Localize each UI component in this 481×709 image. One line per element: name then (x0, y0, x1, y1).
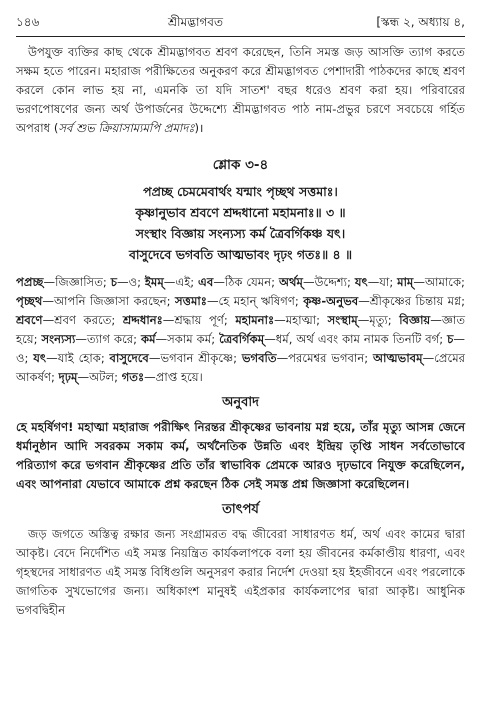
book-title: শ্রীমদ্ভাগবত (167, 15, 223, 29)
synonym-word: গতঃ (121, 370, 145, 384)
synonym-meaning: —হে মহান্ ঋষিগণ; (206, 294, 304, 308)
synonym-meaning: —উদ্দেশ্য; (302, 275, 355, 289)
synonym-meaning: —ও; (116, 275, 145, 289)
synonym-meaning: —মহাত্মা; (274, 313, 328, 327)
synonym-word: আত্মভাবম্ (372, 351, 423, 365)
synonym-meaning: —ত্যাগ করে; (75, 332, 141, 346)
synonym-word: যৎ (33, 351, 47, 365)
header-rule (16, 36, 465, 37)
synonym-meaning: —ভগবান শ্রীকৃষ্ণে; (148, 351, 242, 365)
verse-line: কৃষ্ণানুভাব শ্রবণে শ্রদ্দধানো মহামনাঃ॥ ৩ ॥ (135, 205, 346, 220)
synonym-word: ত্রৈবর্গিকম্ (219, 332, 265, 346)
synonym-meaning: —অটল; (77, 370, 122, 384)
translation-title: অনুবাদ (222, 395, 259, 410)
page-number: ১৪৬ (16, 15, 40, 29)
synonym-word: মাম্ (397, 275, 414, 289)
synonym-word: কৃষ্ণ-অনুভব (303, 294, 359, 308)
synonym-word: চ (110, 275, 117, 289)
synonym-word: দৃঢ়ম্ (58, 370, 78, 384)
synonym-meaning: —ধর্ম, অর্থ এবং কাম নামক তিনটি বর্গ; (264, 332, 448, 346)
synonym-meaning: —ও; (16, 332, 465, 365)
synonym-meaning: —প্রাপ্ত হয়ে। (144, 370, 203, 384)
synonyms-paragraph (16, 273, 465, 387)
verse-line: সংস্থাং বিজ্ঞায় সংন্যস্য কর্ম ত্রৈবর্গিকঞ্চ যৎ। (135, 226, 346, 241)
verse-line: বাসুদেবে ভগবতি আত্মভাবং দৃঢ়ং গতঃ॥ ৪ ॥ (128, 247, 353, 262)
synonym-word: সংস্থাম্ (327, 313, 358, 327)
synonym-word: মহামনাঃ (235, 313, 275, 327)
synonym-meaning: —জিজ্ঞাসিত; (43, 275, 111, 289)
synonym-word: পপ্রচ্ছ (16, 275, 44, 289)
synonym-word: অর্থম্ (278, 275, 303, 289)
intro-end: )। (194, 121, 204, 135)
synonym-meaning: —যাই হোক; (46, 351, 110, 365)
synonym-word: শ্রবণে (16, 313, 43, 327)
synonym-word: যৎ (354, 275, 368, 289)
verse-line: পপ্রচ্ছ চেমমেবার্থং যন্মাং পৃচ্ছথ সত্তমাঃ। (143, 184, 338, 199)
translation-text: হে মহর্ষিগণ! মহাত্মা মহারাজ পরীক্ষিৎ নিরন্তর শ্রীকৃষ্ণের ভাবনায় মগ্ন হয়ে, তাঁর মৃত্যু আসন্ন জেনে ধর্মানুষ্ঠান আদি সবরকম সকাম কর্ম, অর্থনৈতিক উন্নতি এবং ইন্দ্রিয় তৃপ্তি সাধন সর্বতোভাবে পরিত্যাগ করে ভগবান শ্রীকৃষ্ণের প্রতি তাঁর স্বাভাবিক প্রেমকে আরও দৃঢ়ভাবে নিযুক্ত করেছিলেন, এবং আপনারা যেভাবে আমাকে প্রশ্ন করছেন ঠিক সেই সমস্ত প্রশ্ন জিজ্ঞাসা করেছিলেন। (16, 420, 465, 491)
purport-title: তাৎপর্য (222, 502, 259, 517)
page-header (16, 14, 465, 34)
synonym-word: এব (198, 275, 214, 289)
synonym-meaning: —মৃত্যু; (357, 313, 400, 327)
purport-text: জড় জগতে অস্তিত্ব রক্ষার জন্য সংগ্রামরত বদ্ধ জীবেরা সাধারণত ধর্ম, অর্থ এবং কামের দ্বারা আকৃষ্ট। বেদে নির্দেশিত এই সমস্ত নিয়ন্ত্রিত কার্যকলাপকে বলা হয় জীবনের কর্মকাণ্ডীয় ধারণা, এবং গৃহস্থদের সাধারণত এই সমস্ত বিধিগুলি অনুসরণ করার নির্দেশ দেওয়া হয় ইহজীবনে এবং পরলোকে জাগতিক সুখভোগের জন্য। অধিকাংশ মানুষই এইপ্রকার কার্যকলাপের দ্বারা আকৃষ্ট। আধুনিক ভগবদ্বিহীন (16, 527, 465, 617)
synonym-word: সত্তমাঃ (175, 294, 207, 308)
synonym-word: বিজ্ঞায় (399, 313, 431, 327)
translation-block (16, 418, 465, 494)
synonym-meaning: —শ্রীকৃষ্ণের চিন্তায় মগ্ন; (358, 294, 465, 308)
synonym-meaning: —জ্ঞাত হয়ে; (16, 313, 466, 346)
verse-block (16, 181, 465, 265)
verse-title: শ্লোক ৩-৪ (212, 157, 269, 173)
synonym-word: চ (447, 332, 454, 346)
synonym-word: ইমম্ (144, 275, 164, 289)
synonym-meaning: —ঠিক যেমন; (213, 275, 279, 289)
synonym-meaning: —আপনি জিজ্ঞাসা করছেন; (42, 294, 175, 308)
synonym-word: ভগবতি (241, 351, 277, 365)
synonym-meaning: —এই; (163, 275, 199, 289)
chapter-reference: [স্কন্ধ ২, অধ্যায় ৪, (376, 15, 465, 29)
synonym-meaning: —আমাকে; (413, 275, 465, 289)
synonym-meaning: —পরমেশ্বর ভগবান; (276, 351, 373, 365)
synonym-word: কর্ম (140, 332, 156, 346)
intro-text: উপযুক্ত ব্যক্তির কাছ থেকে শ্রীমদ্ভাগবত শ্রবণ করেছেন, তিনি সমস্ত জড় আসক্তি ত্যাগ করতে সক্ষম হতে পারেন। মহারাজ পরীক্ষিতের অনুকরণ করে শ্রীমদ্ভাগবত পেশাদারী পাঠকদের কাছে শ্রবণ করলে কোন লাভ হয় না, এমনকি তা যদি সাতশ' বছর ধরেও শ্রবণ করা হয়। পরিবারের ভরণপোষণের জন্য অর্থ উপার্জনের উদ্দেশ্যে শ্রীমদ্ভাগবত পাঠ নাম-প্রভুর চরণে সবচেয়ে গর্হিত অপরাধ ( (16, 45, 465, 135)
synonym-meaning: —শ্রদ্ধায় পূর্ণ; (162, 313, 236, 327)
synonym-word: পৃচ্ছথ (16, 294, 43, 308)
synonym-meaning: —শ্রবণ করতে; (42, 313, 123, 327)
intro-paragraph (16, 43, 465, 138)
synonym-meaning: —প্রেমের আকর্ষণ; (16, 351, 466, 384)
synonym-word: শ্রদ্দধানঃ (122, 313, 163, 327)
synonym-word: বাসুদেবে (109, 351, 149, 365)
intro-quote: সর্ব শুভ ক্রিয়াসাম্যমপি প্রমাদঃ (58, 121, 195, 135)
synonym-meaning: —সকাম কর্ম; (155, 332, 220, 346)
synonym-meaning: —যা; (367, 275, 398, 289)
synonym-word: সংন্যস্য (41, 332, 76, 346)
